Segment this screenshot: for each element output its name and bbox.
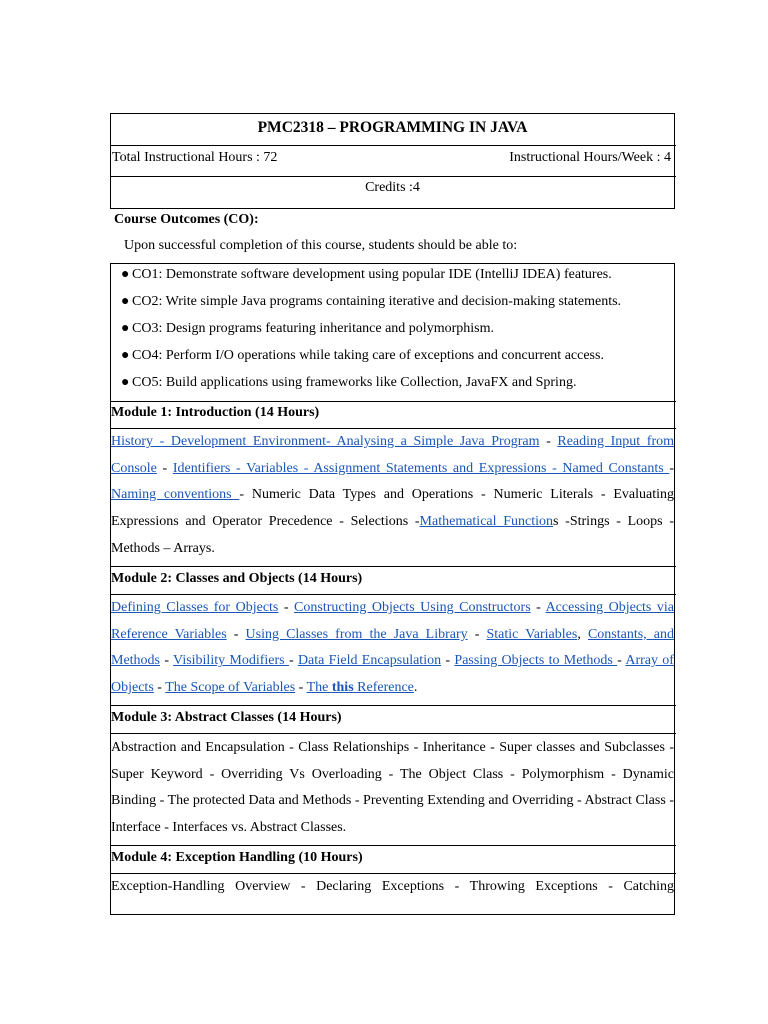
topic-text: - <box>156 460 173 476</box>
topic-text: , <box>577 626 588 642</box>
module-4-title: Module 4: Exception Handling (10 Hours) <box>111 850 363 865</box>
topic-text: Abstraction and Encapsulation - Class Relationships - Inheritance - Super classes and Subclasses - Super Keyword - Overriding Vs Overloading - The Object Class - Polymorphism - Dynamic Binding - The protected Data and Methods - Preventing Extending and Overriding - Abstract Class - Interface - Interfaces vs. Abstract Classes. <box>111 740 674 836</box>
topic-link[interactable]: Constructing Objects Using Constructors <box>294 600 531 615</box>
topic-text: - <box>539 434 558 449</box>
header-divider-2 <box>110 176 676 177</box>
bullet-icon: ● <box>121 375 130 390</box>
topic-link[interactable]: Identifiers - Variables - Assignment Statements and Expressions - Named Constants <box>172 460 670 476</box>
module-3-content <box>110 735 675 842</box>
topic-link[interactable]: Constants, and Methods <box>111 626 674 669</box>
topic-text: - <box>160 653 174 669</box>
bullet-icon: ● <box>121 348 130 363</box>
topic-text: - <box>226 626 246 642</box>
topic-link[interactable]: Reading Input from Console <box>111 434 674 476</box>
module-2-content <box>110 595 675 702</box>
topic-link[interactable]: Naming conventions <box>111 487 240 503</box>
co-item: ● CO2: Write simple Java programs containing iterative and decision-making statements. <box>121 292 675 319</box>
topic-text: - <box>617 653 626 669</box>
topic-text: - <box>295 680 307 696</box>
module-3-title: Module 3: Abstract Classes (14 Hours) <box>111 710 342 725</box>
topic-text: - <box>288 653 298 669</box>
course-outcomes-list <box>110 265 675 400</box>
topic-link[interactable]: Array of Objects <box>111 653 674 696</box>
topic-link[interactable]: Defining Classes for Objects <box>111 600 279 615</box>
divider-module4 <box>110 845 676 846</box>
topic-text: - <box>467 626 487 642</box>
topic-link[interactable]: The <box>306 680 332 696</box>
co-item: ● CO5: Build applications using frameworks like Collection, JavaFX and Spring. <box>121 373 675 400</box>
topic-link[interactable]: The Scope of Variables <box>165 680 296 696</box>
topic-text: - <box>669 460 674 476</box>
topic-link[interactable]: Accessing Objects via Reference Variables <box>111 600 674 642</box>
divider-module3 <box>110 705 676 706</box>
topic-link[interactable]: Passing Objects to Methods <box>454 653 618 669</box>
topic-text: Exception-Handling Overview - Declaring Exceptions - Throwing Exceptions - Catching <box>111 879 674 894</box>
course-title: PMC2318 – PROGRAMMING IN JAVA <box>257 119 528 136</box>
module-4-content <box>110 874 675 901</box>
bullet-icon: ● <box>121 267 130 282</box>
divider-co-module1 <box>110 401 676 402</box>
total-hours: Total Instructional Hours : 72 <box>112 150 278 165</box>
bullet-icon: ● <box>121 321 130 336</box>
module-1-title: Module 1: Introduction (14 Hours) <box>111 405 320 420</box>
topic-link[interactable]: History - Development Environment- Analysing a Simple Java Program <box>111 434 540 449</box>
topic-link[interactable]: Static Variables <box>486 626 578 642</box>
topic-text: - <box>153 680 166 696</box>
topic-link[interactable]: Using Classes from the Java Library <box>245 626 468 642</box>
topic-link[interactable]: this <box>331 680 354 696</box>
topic-text: - <box>530 600 546 615</box>
bullet-icon: ● <box>121 294 130 309</box>
topic-link[interactable]: Visibility Modifiers <box>173 653 289 669</box>
module-2-title: Module 2: Classes and Objects (14 Hours) <box>111 571 363 586</box>
co-item: ● CO3: Design programs featuring inheritance and polymorphism. <box>121 319 675 346</box>
topic-text: - <box>441 653 455 669</box>
divider-module2 <box>110 566 676 567</box>
course-outcomes-intro: Upon successful completion of this course, students should be able to: <box>124 238 518 253</box>
co-item: ● CO4: Perform I/O operations while taking care of exceptions and concurrent access. <box>121 346 675 373</box>
topic-text: . <box>413 680 418 696</box>
course-outcomes-heading: Course Outcomes (CO): <box>114 212 259 227</box>
header-divider-1 <box>110 145 676 146</box>
topic-text: - Numeric Data Types and Operations - Numeric Literals - Evaluating Expressions and Operator Precedence - Selections - <box>111 487 675 530</box>
topic-text: s -Strings - Loops - Methods – Arrays. <box>111 514 674 556</box>
topic-link[interactable]: Mathematical Function <box>419 514 554 530</box>
co-item: ● CO1: Demonstrate software development using popular IDE (IntelliJ IDEA) features. <box>121 265 675 292</box>
hours-per-week: Instructional Hours/Week : 4 <box>509 150 671 165</box>
topic-link[interactable]: Data Field Encapsulation <box>297 653 442 669</box>
divider-module3-title <box>110 733 676 734</box>
topic-link[interactable]: Reference <box>353 680 414 696</box>
credits: Credits :4 <box>365 180 420 195</box>
module-1-content <box>110 429 675 563</box>
topic-text: - <box>278 600 295 615</box>
